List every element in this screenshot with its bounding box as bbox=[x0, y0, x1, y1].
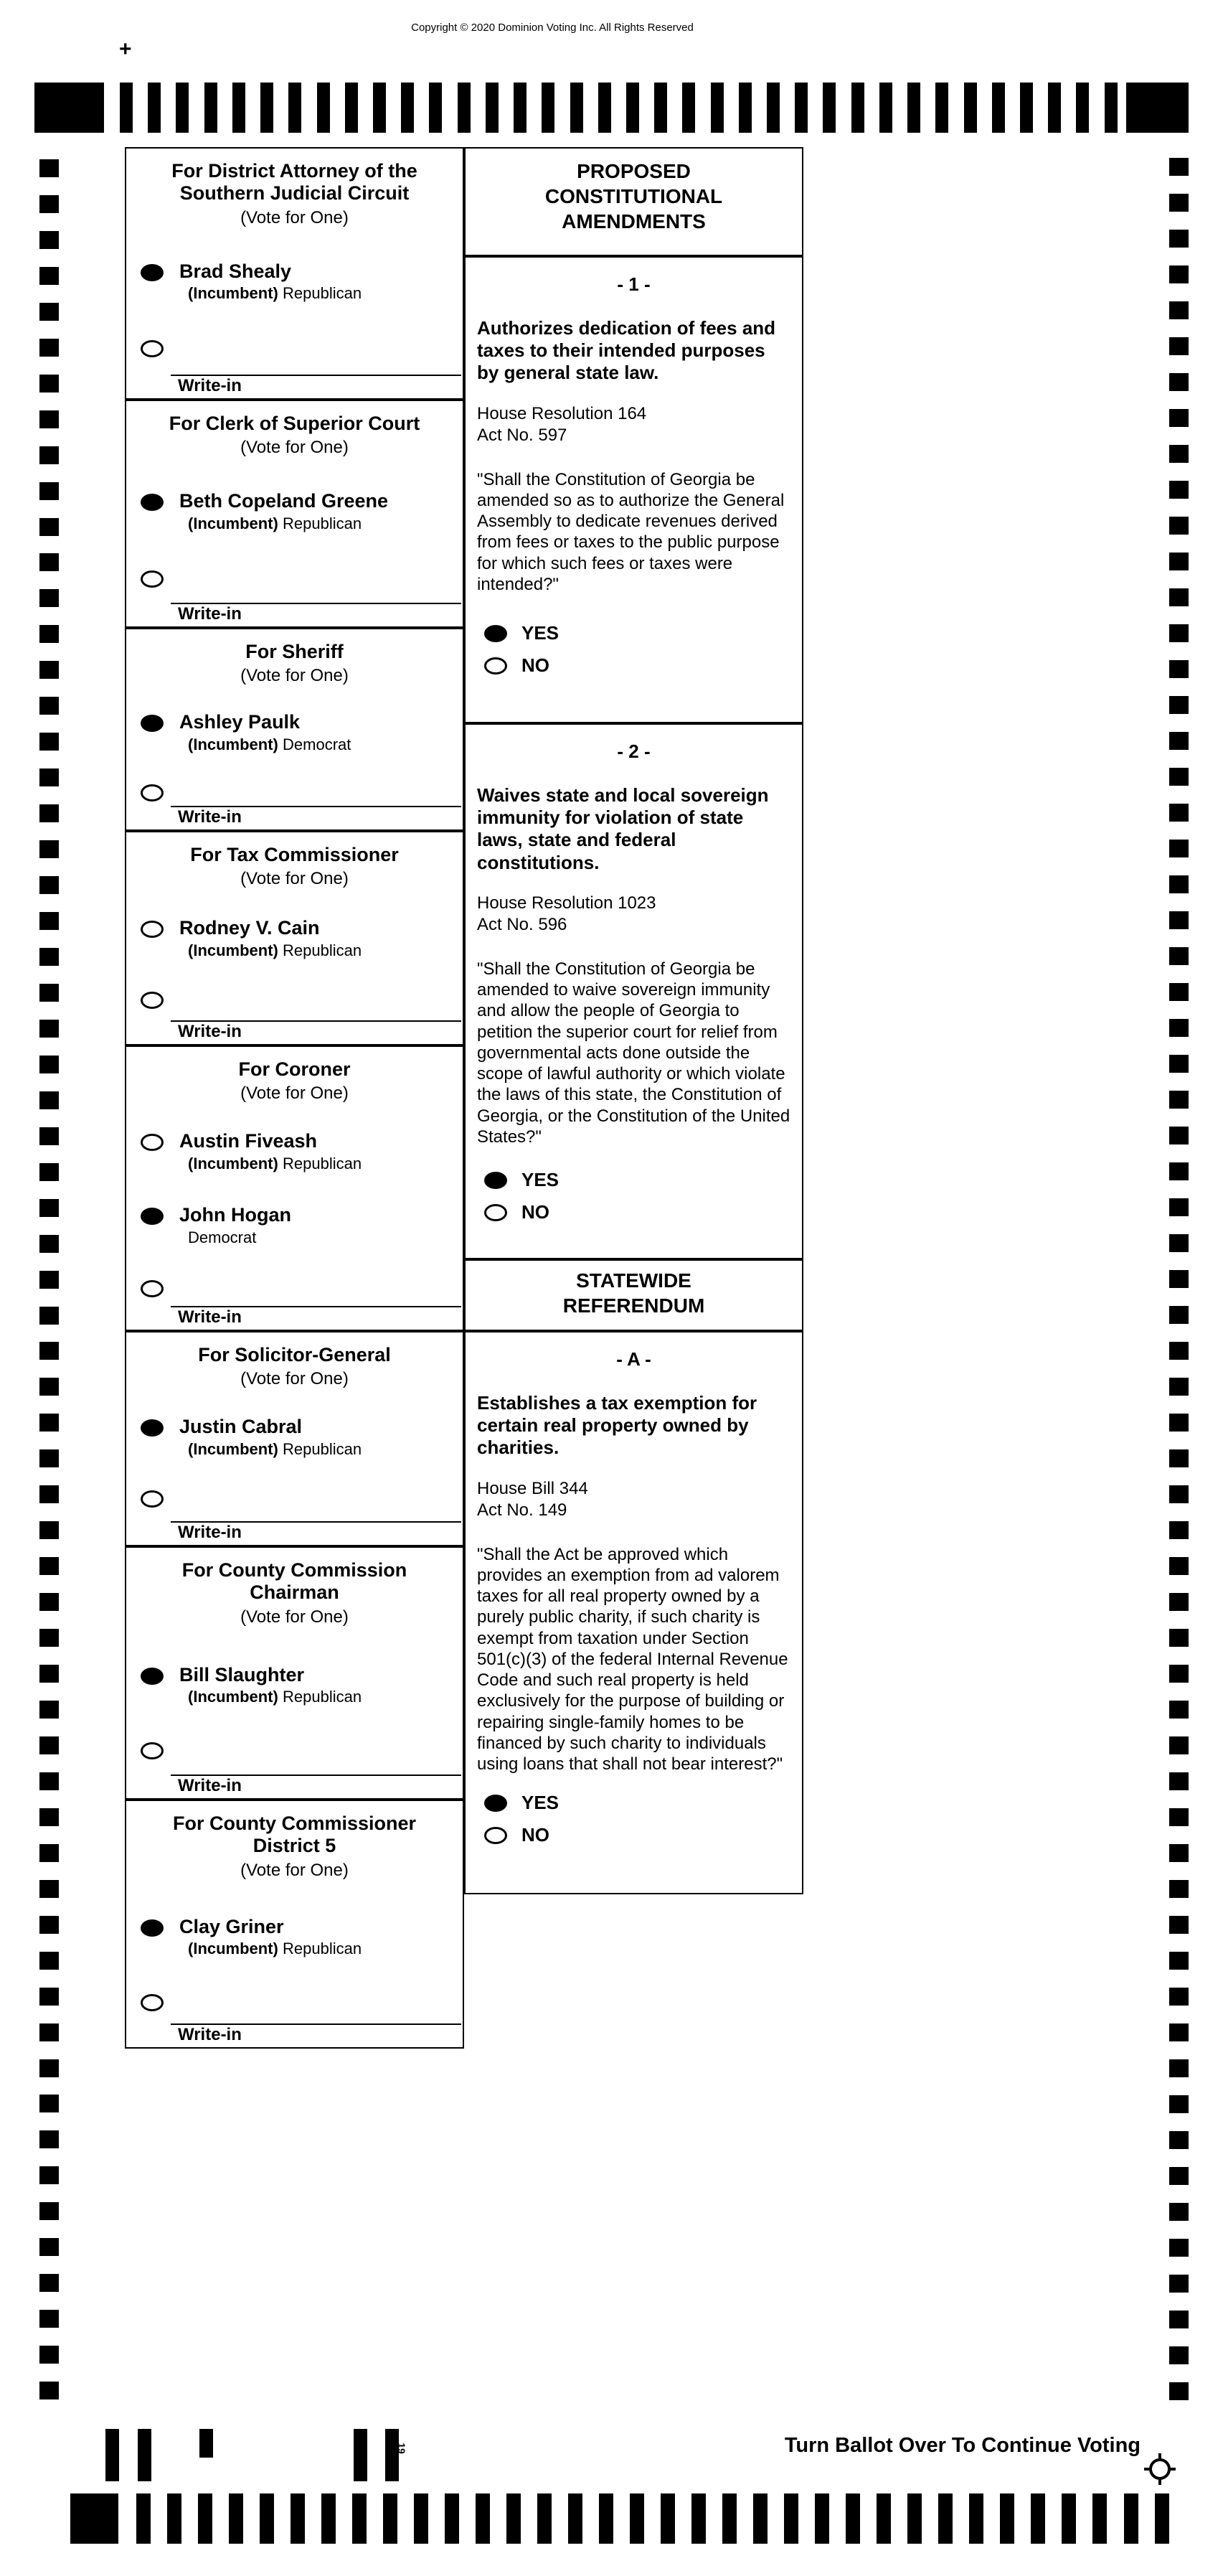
contest-county-commissioner-district-5 bbox=[125, 1800, 464, 2049]
candidate-qualifier: (Incumbent) bbox=[188, 1688, 278, 1706]
write-in-area[interactable] bbox=[126, 1020, 463, 1042]
candidate-qualifier: (Incumbent) bbox=[188, 941, 278, 959]
contest-title: For District Attorney of the Southern Judicial Circuit bbox=[171, 160, 417, 205]
vote-oval-filled[interactable] bbox=[141, 1919, 164, 1937]
candidate-name: Beth Copeland Greene bbox=[179, 490, 389, 512]
measure-number: - A - bbox=[616, 1348, 651, 1370]
candidate-name: Clay Griner bbox=[179, 1915, 284, 1937]
stub-bar bbox=[138, 2429, 151, 2481]
write-in-area[interactable] bbox=[126, 603, 463, 624]
candidate-name: Austin Fiveash bbox=[179, 1130, 318, 1152]
amendments-header-box bbox=[464, 147, 803, 256]
write-in-oval[interactable] bbox=[141, 784, 164, 802]
contest-title: For County Commission Chairman bbox=[181, 1559, 407, 1604]
contest-title: For Tax Commissioner bbox=[190, 844, 399, 865]
measure-number: - 2 - bbox=[617, 741, 651, 762]
turn-ballot-over-text: Turn Ballot Over To Continue Voting bbox=[784, 2434, 1141, 2457]
candidate-name: Justin Cabral bbox=[179, 1416, 303, 1438]
choice-yes-label: YES bbox=[521, 622, 559, 644]
timing-marks-right bbox=[1169, 158, 1189, 2400]
measure-authority-line2: Act No. 149 bbox=[477, 1500, 567, 1520]
write-in-oval[interactable] bbox=[141, 570, 164, 588]
measure-number: - 1 - bbox=[617, 273, 651, 295]
timing-block-top-right bbox=[1126, 83, 1189, 133]
write-in-area[interactable] bbox=[126, 1306, 463, 1327]
choice-no-label: NO bbox=[521, 1201, 549, 1223]
vote-oval-empty[interactable] bbox=[141, 1134, 164, 1151]
write-in-area[interactable] bbox=[126, 806, 463, 827]
candidate-qualifier: (Incumbent) bbox=[188, 735, 278, 753]
write-in-label: Write-in bbox=[178, 1307, 242, 1327]
stub-bar bbox=[354, 2429, 367, 2481]
write-in-label: Write-in bbox=[178, 1523, 242, 1543]
candidate-party: Democrat bbox=[188, 1228, 257, 1246]
measure-question: "Shall the Act be approved which provides an exemption from ad valorem taxes for all real property owned by a purely public charity, if such charity is exempt from taxation under Section 501(c)(3) of the federal Internal Revenue Code and such real property is held exclusively for the purpose of building or repairing single-family homes to be financed by such charity to individuals using loans that shall not bear interest?" bbox=[477, 1544, 788, 1774]
measure-summary: Establishes a tax exemption for certain real property owned by charities. bbox=[477, 1392, 757, 1459]
write-in-area[interactable] bbox=[126, 1774, 463, 1796]
measure-summary: Authorizes dedication of fees and taxes to their intended purposes by general state law. bbox=[477, 317, 776, 384]
contest-instruction: (Vote for One) bbox=[240, 1607, 349, 1627]
vote-oval-filled[interactable] bbox=[141, 264, 164, 281]
candidate-row bbox=[141, 1665, 463, 1707]
timing-block-top-left bbox=[34, 83, 104, 133]
candidate-party: Republican bbox=[283, 284, 362, 303]
measure-authority-line2: Act No. 597 bbox=[477, 425, 567, 445]
contest-title: For Clerk of Superior Court bbox=[169, 413, 420, 434]
vote-oval-empty[interactable] bbox=[141, 921, 164, 938]
stub-bar-short bbox=[199, 2429, 213, 2458]
vote-oval-empty[interactable] bbox=[484, 1827, 507, 1844]
measure-referendum-a bbox=[464, 1331, 803, 1894]
stub-bar bbox=[105, 2429, 119, 2481]
write-in-area[interactable] bbox=[126, 1521, 463, 1543]
write-in-oval[interactable] bbox=[141, 1994, 164, 2011]
candidate-name: John Hogan bbox=[179, 1204, 291, 1226]
choice-yes-label: YES bbox=[521, 1792, 559, 1814]
candidate-name: Brad Shealy bbox=[179, 260, 292, 282]
contest-instruction: (Vote for One) bbox=[240, 666, 349, 686]
contest-title: For Sheriff bbox=[245, 641, 344, 662]
candidate-name: Rodney V. Cain bbox=[179, 917, 320, 939]
vote-oval-filled[interactable] bbox=[141, 494, 164, 511]
write-in-oval[interactable] bbox=[141, 992, 164, 1009]
vote-oval-filled[interactable] bbox=[484, 1172, 507, 1189]
vote-oval-filled[interactable] bbox=[141, 1419, 164, 1437]
timing-block-bottom-left bbox=[70, 2493, 118, 2544]
write-in-oval[interactable] bbox=[141, 340, 164, 357]
vote-oval-filled[interactable] bbox=[484, 625, 507, 642]
candidate-qualifier: (Incumbent) bbox=[188, 1940, 278, 1958]
candidate-name: Ashley Paulk bbox=[179, 711, 301, 733]
contest-district-attorney bbox=[125, 147, 464, 400]
section-header: STATEWIDE REFERENDUM bbox=[562, 1269, 705, 1317]
candidate-row bbox=[141, 1205, 463, 1247]
measure-summary: Waives state and local sovereign immunity for violation of state laws, state and federal constitutions. bbox=[477, 784, 769, 873]
choice-yes-label: YES bbox=[521, 1169, 559, 1191]
section-header: PROPOSED CONSTITUTIONAL AMENDMENTS bbox=[544, 160, 723, 232]
write-in-label: Write-in bbox=[178, 2025, 242, 2045]
candidate-party: Republican bbox=[283, 1688, 362, 1706]
candidate-qualifier: (Incumbent) bbox=[188, 284, 278, 303]
candidate-row bbox=[141, 712, 463, 754]
write-in-oval[interactable] bbox=[141, 1742, 164, 1759]
write-in-oval[interactable] bbox=[141, 1280, 164, 1297]
measure-authority-line1: House Resolution 164 bbox=[477, 403, 647, 423]
choice-yes-row bbox=[484, 622, 802, 644]
contest-title: For Coroner bbox=[238, 1058, 351, 1080]
write-in-label: Write-in bbox=[178, 1022, 242, 1042]
contest-title: For County Commissioner District 5 bbox=[172, 1813, 417, 1857]
contest-instruction: (Vote for One) bbox=[240, 207, 349, 227]
contest-clerk-superior-court bbox=[125, 400, 464, 628]
write-in-label: Write-in bbox=[178, 376, 242, 396]
timing-marks-top bbox=[120, 83, 1118, 133]
contest-tax-commissioner bbox=[125, 831, 464, 1045]
contest-instruction: (Vote for One) bbox=[240, 869, 349, 889]
contest-instruction: (Vote for One) bbox=[240, 438, 349, 458]
stub-number: 19 bbox=[395, 2443, 407, 2454]
write-in-label: Write-in bbox=[178, 604, 242, 624]
candidate-party: Republican bbox=[283, 1940, 362, 1958]
registration-plus-mark: + bbox=[119, 37, 132, 61]
contest-sheriff bbox=[125, 628, 464, 831]
contest-instruction: (Vote for One) bbox=[240, 1860, 349, 1880]
choice-no-row bbox=[484, 654, 802, 677]
candidate-row bbox=[141, 1917, 463, 1959]
candidate-party: Republican bbox=[283, 1155, 362, 1172]
write-in-area[interactable] bbox=[126, 375, 463, 396]
contest-solicitor-general bbox=[125, 1331, 464, 1546]
candidate-qualifier: (Incumbent) bbox=[188, 1440, 278, 1458]
vote-oval-filled[interactable] bbox=[141, 1668, 164, 1685]
candidate-name: Bill Slaughter bbox=[179, 1663, 305, 1686]
candidate-party: Democrat bbox=[283, 735, 351, 753]
vote-oval-empty[interactable] bbox=[484, 1204, 507, 1221]
choice-yes-row bbox=[484, 1792, 802, 1814]
measure-amendment-1 bbox=[464, 256, 803, 723]
candidate-party: Republican bbox=[283, 1440, 362, 1458]
measure-question: "Shall the Constitution of Georgia be amended to waive sovereign immunity and allow the people of Georgia to petition the superior court for relief from governmental acts done outside the scope of lawful authority or which violate the laws of this state, the Constitution of Georgia, or the Constitution of the United States?" bbox=[477, 959, 790, 1147]
vote-oval-empty[interactable] bbox=[484, 657, 507, 674]
write-in-label: Write-in bbox=[178, 1776, 242, 1796]
referendum-header-box bbox=[464, 1259, 803, 1331]
contest-coroner bbox=[125, 1045, 464, 1331]
candidate-qualifier: (Incumbent) bbox=[188, 1155, 278, 1172]
measure-authority-line1: House Bill 344 bbox=[477, 1478, 588, 1498]
choice-no-row bbox=[484, 1824, 802, 1846]
vote-oval-filled[interactable] bbox=[141, 715, 164, 732]
candidate-party: Republican bbox=[283, 514, 362, 532]
registration-target-icon bbox=[1143, 2453, 1176, 2489]
measure-authority-line2: Act No. 596 bbox=[477, 914, 567, 934]
measure-authority-line1: House Resolution 1023 bbox=[477, 893, 656, 913]
choice-yes-row bbox=[484, 1169, 802, 1191]
choice-no-label: NO bbox=[521, 1824, 549, 1846]
contest-title: For Solicitor-General bbox=[198, 1344, 391, 1365]
timing-marks-bottom bbox=[136, 2493, 1169, 2544]
contest-instruction: (Vote for One) bbox=[240, 1083, 349, 1104]
write-in-area[interactable] bbox=[126, 2023, 463, 2045]
stub-bar bbox=[385, 2429, 399, 2481]
candidate-row bbox=[141, 261, 463, 304]
copyright-text: Copyright © 2020 Dominion Voting Inc. All Rights Reserved bbox=[411, 22, 694, 34]
choice-no-row bbox=[484, 1201, 802, 1223]
candidate-row bbox=[141, 918, 463, 960]
measure-question: "Shall the Constitution of Georgia be amended so as to authorize the General Assembly to dedicate revenues derived from fees or taxes to the public purpose for which such fees or taxes were intended?" bbox=[477, 469, 785, 594]
contest-county-commission-chairman bbox=[125, 1546, 464, 1800]
candidate-row bbox=[141, 1416, 463, 1459]
vote-oval-filled[interactable] bbox=[141, 1208, 164, 1225]
write-in-label: Write-in bbox=[178, 807, 242, 827]
vote-oval-filled[interactable] bbox=[484, 1795, 507, 1812]
candidate-row bbox=[141, 491, 463, 533]
choice-no-label: NO bbox=[521, 654, 549, 677]
timing-marks-left bbox=[39, 159, 59, 2400]
measure-amendment-2 bbox=[464, 723, 803, 1259]
contest-instruction: (Vote for One) bbox=[240, 1369, 349, 1389]
candidate-row bbox=[141, 1131, 463, 1173]
candidate-qualifier: (Incumbent) bbox=[188, 514, 278, 532]
write-in-oval[interactable] bbox=[141, 1490, 164, 1508]
candidate-party: Republican bbox=[283, 941, 362, 959]
